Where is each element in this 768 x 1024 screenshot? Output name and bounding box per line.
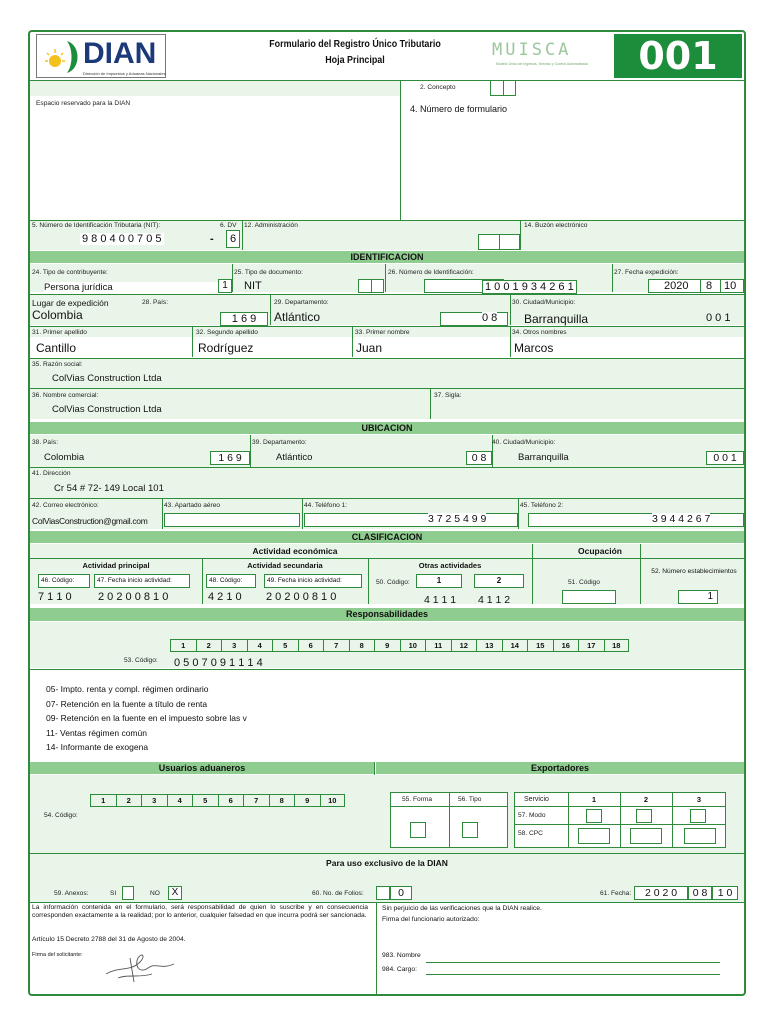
anexos-si-checkbox[interactable] bbox=[122, 886, 134, 900]
cpc-label: 58. CPC bbox=[518, 830, 543, 837]
responsabilidades-header: Responsabilidades bbox=[30, 608, 744, 621]
resp-column-header: 3 bbox=[221, 639, 247, 652]
u-depto-code[interactable]: 0 8 bbox=[466, 451, 492, 465]
u-depto-value: Atlántico bbox=[276, 452, 313, 463]
cpc-2[interactable] bbox=[630, 828, 662, 844]
tipo-contribuyente-code[interactable]: 1 bbox=[218, 279, 232, 293]
modo-label: 57. Modo bbox=[518, 812, 546, 819]
rut-form: DIAN Dirección de Impuestos y Aduanas Nacionales Formulario del Registro Único Tributario Hoja Principal MUISCA Modelo Único de Ingresos, Servicio y Control Automatizado 001 2. Concepto Espacio reservado para la DIAN 4. Número de formulario 5. Número de Identificación Tributaria (NIT): 9 8 0 4 0 0 7 0 5 - 6. DV 6 12. Administración 14. Buzón electrónico IDENTIFICACION 24. Tipo de contribuyente: Persona jurídica 1 25. Tipo de documento: NIT 26. Número de Identificación: 1 0 0 1 9 3 4 2 6 1 27. Fecha expedición: 2020 8 10 Lugar de expedición 28. País: Colombia 1 6 9 29. Departamento: Atlántico 0 8 30. Ciudad/Municipio: Barranquilla 0 0 1 31. Primer apellido Cantillo 32. Segundo apellido Rodríguez 33. Primer nombre Juan 34. Otros nombres Marcos 35. Razón social: ColVias Construction Ltda 36. Nombre comercial: ColVias Construction Ltda 37. Sigla: UBICACION 38. País: Colombia 1 6 9 39. Departamento: Atlántico 0 8 40. Ciudad/Municipio: Barranquilla 0 0 1 41. Dirección Cr 54 # 72- 149 Local 101 42. Correo electrónico: ColViasConstruction@gmail.com 43. Apartado aéreo 44. Teléfono 1: 3 7 2 5 4 9 9 45. Teléfono 2: 3 9 4 4 2 6 7 CLASIFICACION Actividad económica Ocupación Actividad principal Actividad secundaria Otras actividades 46. Código: 47. Fecha inicio actividad: 7 1 1 0 2 0 2 0 0 8 1 0 48. Código: 49. Fecha inicio actividad: 4 2 1 0 2 0 2 0 0 8 1 0 50. Código: 1 2 4 1 1 1 4 1 1 2 51. Código 52. Número establecimientos 1 Responsabilidades 53. Código: 1 2 3 4 5 6 7 8 9 10 11 12 13 14 15 16 17 18 0 5 0 7 0 9 1 1 1 4 05- Impto. renta y compl. régimen ordinario 07- Retención en la fuente a título de renta 09- Retención en la fuente en el impuesto sobre las v 11- Ventas régimen común 14- Informante de exogena Usuarios aduaneros Exportadores 1 2 3 4 5 6 7 8 9 10 54. Código: 55. Forma 56. Tipo Servicio 1 2 3 57. Modo 58. CPC Para uso exclusivo de la DIAN 59. Anexos: SI NO X 60. No. de Folios: 0 61. Fecha: 2 0 2 0 0 8 1 0 La información contenida en el formulario, será responsabilidad de quien lo suscribe y en consecuencia corresponden exactamente a la realidad; por lo anterior, cualquier falsedad en que incurra podrá ser sancionada. Artículo 15 Decreto 2788 del 31 de Agosto de 2004. Firma del solicitante: Sin perjuicio de las verificaciones que la DIAN realice. Firma del funcionario autorizado: 983. Nombre 984. Cargo: bbox=[28, 30, 746, 996]
aduaneros-column-header: 7 bbox=[243, 794, 269, 807]
apellido2-label: 32. Segundo apellido bbox=[196, 329, 258, 336]
depto-value: Atlántico bbox=[274, 310, 321, 324]
lugar-label: Lugar de expedición bbox=[32, 298, 109, 308]
apartado-field[interactable] bbox=[164, 513, 300, 527]
resp-column-header: 2 bbox=[196, 639, 222, 652]
aduaneros-column-header: 8 bbox=[269, 794, 295, 807]
clasificacion-header: CLASIFICACION bbox=[30, 531, 744, 543]
cpc-3[interactable] bbox=[684, 828, 716, 844]
c49-label: 49. Fecha inicio actividad: bbox=[264, 574, 362, 588]
nombre1-label: 33. Primer nombre bbox=[355, 329, 410, 336]
dian-emblem-icon bbox=[41, 39, 81, 75]
exportadores-header: Exportadores bbox=[376, 762, 744, 774]
anexos-no-checkbox[interactable]: X bbox=[168, 886, 182, 900]
apellido2-value: Rodríguez bbox=[198, 341, 254, 355]
correo-label: 42. Correo electrónico: bbox=[32, 502, 99, 509]
c52-label: 52. Número establecimientos bbox=[651, 568, 737, 575]
direccion-value: Cr 54 # 72- 149 Local 101 bbox=[54, 483, 164, 494]
fecha-day[interactable]: 1 0 bbox=[712, 886, 738, 900]
modo-2[interactable] bbox=[636, 809, 652, 823]
secundaria-title: Actividad secundaria bbox=[247, 561, 323, 570]
apartado-label: 43. Apartado aéreo bbox=[164, 502, 221, 509]
form-title: Formulario del Registro Único Tributario bbox=[269, 38, 441, 50]
u-ciudad-label: 40. Ciudad/Municipio: bbox=[492, 439, 556, 446]
nit-label: 5. Número de Identificación Tributaria (NIT): bbox=[32, 222, 161, 229]
num-id-value: 1 0 0 1 9 3 4 2 6 1 bbox=[482, 280, 577, 294]
pais-label: 28. País: bbox=[142, 299, 169, 306]
forma-label: 55. Forma bbox=[402, 796, 433, 803]
nombre-label: 983. Nombre bbox=[382, 952, 421, 959]
resp-column-header: 4 bbox=[247, 639, 273, 652]
nombre1-value: Juan bbox=[356, 341, 383, 355]
tel2-label: 45. Teléfono 2: bbox=[520, 502, 564, 509]
folios-blank[interactable] bbox=[376, 886, 390, 900]
ciudad-value: Barranquilla bbox=[524, 312, 589, 326]
anexos-label: 59. Anexos: bbox=[54, 890, 89, 897]
signature-icon bbox=[100, 944, 180, 984]
no-label: NO bbox=[150, 890, 160, 897]
fecha-exp-year: 2020 bbox=[664, 280, 689, 292]
aduaneros-column-header: 5 bbox=[192, 794, 218, 807]
nombre2-label: 34. Otros nombres bbox=[512, 329, 567, 336]
concepto-label: 2. Concepto bbox=[420, 84, 456, 91]
tipo-contribuyente-label: 24. Tipo de contribuyente: bbox=[32, 269, 108, 276]
funcionario-label: Firma del funcionario autorizado: bbox=[382, 916, 480, 923]
muisca-logo: MUISCA bbox=[492, 40, 572, 60]
aduaneros-column-header: 3 bbox=[141, 794, 167, 807]
c49-value: 2 0 2 0 0 8 1 0 bbox=[266, 591, 337, 603]
actividad-title: Actividad económica bbox=[252, 546, 338, 556]
firma-label: Firma del solicitante: bbox=[32, 952, 83, 958]
si-label: SI bbox=[110, 890, 117, 897]
c47-value: 2 0 2 0 0 8 1 0 bbox=[98, 591, 169, 603]
apellido1-value: Cantillo bbox=[36, 341, 77, 355]
resp-column-header: 14 bbox=[502, 639, 528, 652]
resp-column-header: 17 bbox=[578, 639, 604, 652]
otras-title: Otras actividades bbox=[418, 561, 482, 570]
resp-column-header: 15 bbox=[527, 639, 553, 652]
nit-value: 9 8 0 4 0 0 7 0 5 bbox=[82, 233, 162, 245]
form-code: 001 bbox=[614, 34, 742, 78]
tel1-label: 44. Teléfono 1: bbox=[304, 502, 348, 509]
c46-label: 46. Código: bbox=[38, 574, 90, 588]
resp-column-header: 7 bbox=[323, 639, 349, 652]
resp-column-header: 13 bbox=[476, 639, 502, 652]
aduaneros-columns bbox=[90, 794, 345, 807]
fecha-year[interactable]: 2 0 2 0 bbox=[634, 886, 688, 900]
aduaneros-column-header: 2 bbox=[116, 794, 142, 807]
u-pais-label: 38. País: bbox=[32, 439, 59, 446]
ciudad-label: 30. Ciudad/Municipio: bbox=[512, 299, 576, 306]
aduaneros-column-header: 6 bbox=[218, 794, 244, 807]
fecha-exp-month: 8 bbox=[706, 280, 713, 292]
modo-3[interactable] bbox=[690, 809, 706, 823]
aduaneros-code-label: 54. Código: bbox=[44, 812, 78, 819]
resp-column-header: 16 bbox=[553, 639, 579, 652]
nombre2-value: Marcos bbox=[514, 341, 554, 355]
resp-column-header: 18 bbox=[604, 639, 630, 652]
depto-code-box[interactable] bbox=[440, 312, 508, 326]
aduaneros-column-header: 4 bbox=[167, 794, 193, 807]
resp-list-item: 09- Retención en la fuente en el impuesto sobre las v bbox=[46, 713, 247, 724]
aduaneros-column-header: 9 bbox=[294, 794, 320, 807]
servicio-col-1: 1 bbox=[591, 795, 597, 804]
ubicacion-header: UBICACION bbox=[30, 422, 744, 434]
resp-list-item: 07- Retención en la fuente a título de renta bbox=[46, 698, 208, 709]
verif-text: Sin perjuicio de las verificaciones que la DIAN realice. bbox=[382, 905, 542, 912]
apellido1-label: 31. Primer apellido bbox=[32, 329, 87, 336]
tipo-doc-value: NIT bbox=[244, 280, 262, 292]
resp-column-header: 12 bbox=[451, 639, 477, 652]
forma-checkbox[interactable] bbox=[410, 822, 426, 838]
dv-label: 6. DV bbox=[220, 222, 237, 229]
form-subtitle: Hoja Principal bbox=[325, 54, 385, 66]
pais-value: Colombia bbox=[32, 308, 83, 322]
sigla-label: 37. Sigla: bbox=[434, 392, 462, 399]
tipo-contribuyente-value: Persona jurídica bbox=[44, 282, 224, 293]
buzon-label: 14. Buzón electrónico bbox=[524, 222, 588, 229]
reserved-label: Espacio reservado para la DIAN bbox=[36, 100, 131, 107]
u-pais-value: Colombia bbox=[44, 452, 85, 463]
razon-value: ColVias Construction Ltda bbox=[52, 373, 162, 384]
resp-column-header: 11 bbox=[425, 639, 451, 652]
fecha-exp-day: 10 bbox=[724, 280, 737, 292]
cpc-1[interactable] bbox=[578, 828, 610, 844]
otras-col-1: 1 bbox=[416, 574, 462, 588]
comercial-value: ColVias Construction Ltda bbox=[52, 404, 162, 415]
resp-list-item: 05- Impto. renta y compl. régimen ordinario bbox=[46, 684, 209, 694]
disclaimer-text: La información contenida en el formulario, será responsabilidad de quien lo suscribe y en consecuencia corresponden exactamente a la realidad; por lo anterior, cualquier falsedad en que incurra podrá ser sancionada. bbox=[32, 904, 368, 919]
resp-values: 0 5 0 7 0 9 1 1 1 4 bbox=[174, 657, 263, 669]
dian-logo bbox=[36, 34, 166, 78]
otras-1-value: 4 1 1 1 bbox=[424, 594, 457, 606]
u-ciudad-code[interactable]: 0 0 1 bbox=[706, 451, 744, 465]
comercial-label: 36. Nombre comercial: bbox=[32, 392, 99, 399]
resp-column-header: 6 bbox=[298, 639, 324, 652]
aduaneros-column-header: 10 bbox=[320, 794, 346, 807]
depto-code: 0 8 bbox=[482, 312, 498, 324]
logo-text: DIAN bbox=[83, 37, 157, 70]
logo-subtitle: Dirección de Impuestos y Aduanas Nacionales bbox=[83, 71, 166, 76]
c52-value[interactable]: 1 bbox=[678, 590, 718, 604]
aduaneros-header: Usuarios aduaneros bbox=[30, 762, 374, 774]
fecha-month[interactable]: 0 8 bbox=[688, 886, 712, 900]
admin-label: 12. Administración bbox=[244, 222, 298, 229]
dv-value[interactable]: 6 bbox=[226, 230, 240, 248]
otras-col-2: 2 bbox=[474, 574, 524, 588]
direccion-label: 41. Dirección bbox=[32, 470, 71, 477]
resp-list-item: 14- Informante de exogena bbox=[46, 742, 149, 753]
modo-1[interactable] bbox=[586, 809, 602, 823]
depto-label: 29. Departamento: bbox=[274, 299, 329, 306]
resp-column-header: 8 bbox=[349, 639, 375, 652]
resp-column-header: 1 bbox=[170, 639, 196, 652]
tipo-doc-label: 25. Tipo de documento: bbox=[234, 269, 303, 276]
identificacion-header: IDENTIFICACION bbox=[30, 251, 744, 263]
c50-label: 50. Código: bbox=[376, 579, 410, 586]
tel1-value: 3 7 2 5 4 9 9 bbox=[428, 513, 487, 525]
u-depto-label: 39. Departamento: bbox=[252, 439, 307, 446]
pais-code[interactable]: 1 6 9 bbox=[220, 312, 268, 326]
folios-value[interactable]: 0 bbox=[390, 886, 412, 900]
tel2-value: 3 9 4 4 2 6 7 bbox=[652, 513, 711, 525]
resp-column-header: 5 bbox=[272, 639, 298, 652]
otras-2-value: 4 1 1 2 bbox=[478, 594, 511, 606]
u-pais-code[interactable]: 1 6 9 bbox=[210, 451, 250, 465]
ciudad-code: 0 0 1 bbox=[706, 312, 731, 324]
c47-label: 47. Fecha inicio actividad: bbox=[94, 574, 190, 588]
aduaneros-column-header: 1 bbox=[90, 794, 116, 807]
c46-value: 7 1 1 0 bbox=[38, 591, 72, 603]
fecha-exp-label: 27. Fecha expedición: bbox=[614, 269, 679, 276]
c48-label: 48. Código: bbox=[206, 574, 256, 588]
correo-value: ColViasConstruction@gmail.com bbox=[32, 516, 148, 526]
resp-code-label: 53. Código: bbox=[124, 657, 158, 664]
dian-use-title: Para uso exclusivo de la DIAN bbox=[326, 858, 448, 868]
tipo-checkbox[interactable] bbox=[462, 822, 478, 838]
form-number-label: 4. Número de formulario bbox=[410, 104, 508, 114]
ocupacion-title: Ocupación bbox=[578, 546, 622, 556]
c48-value: 4 2 1 0 bbox=[208, 591, 242, 603]
resp-column-header: 9 bbox=[374, 639, 400, 652]
resp-column-header: 10 bbox=[400, 639, 426, 652]
servicio-label: Servicio bbox=[524, 796, 549, 803]
c51-field[interactable] bbox=[562, 590, 616, 604]
article-text: Artículo 15 Decreto 2788 del 31 de Agosto de 2004. bbox=[32, 936, 186, 943]
fecha-label: 61. Fecha: bbox=[600, 890, 632, 897]
folios-label: 60. No. de Folios: bbox=[312, 890, 364, 897]
c51-label: 51. Código bbox=[568, 579, 600, 586]
muisca-subtitle: Modelo Único de Ingresos, Servicio y Control Automatizado bbox=[496, 62, 589, 66]
u-ciudad-value: Barranquilla bbox=[518, 452, 569, 463]
tel2-field[interactable] bbox=[528, 513, 744, 527]
servicio-col-2: 2 bbox=[643, 795, 649, 804]
cargo-label: 984. Cargo: bbox=[382, 966, 417, 973]
resp-columns bbox=[170, 639, 629, 652]
resp-list-item: 11- Ventas régimen común bbox=[46, 727, 147, 738]
principal-title: Actividad principal bbox=[82, 561, 150, 570]
razon-label: 35. Razón social: bbox=[32, 361, 83, 368]
tipo-label: 56. Tipo bbox=[458, 796, 482, 803]
num-id-label: 26. Número de Identificación: bbox=[388, 269, 474, 276]
servicio-col-3: 3 bbox=[696, 795, 702, 804]
